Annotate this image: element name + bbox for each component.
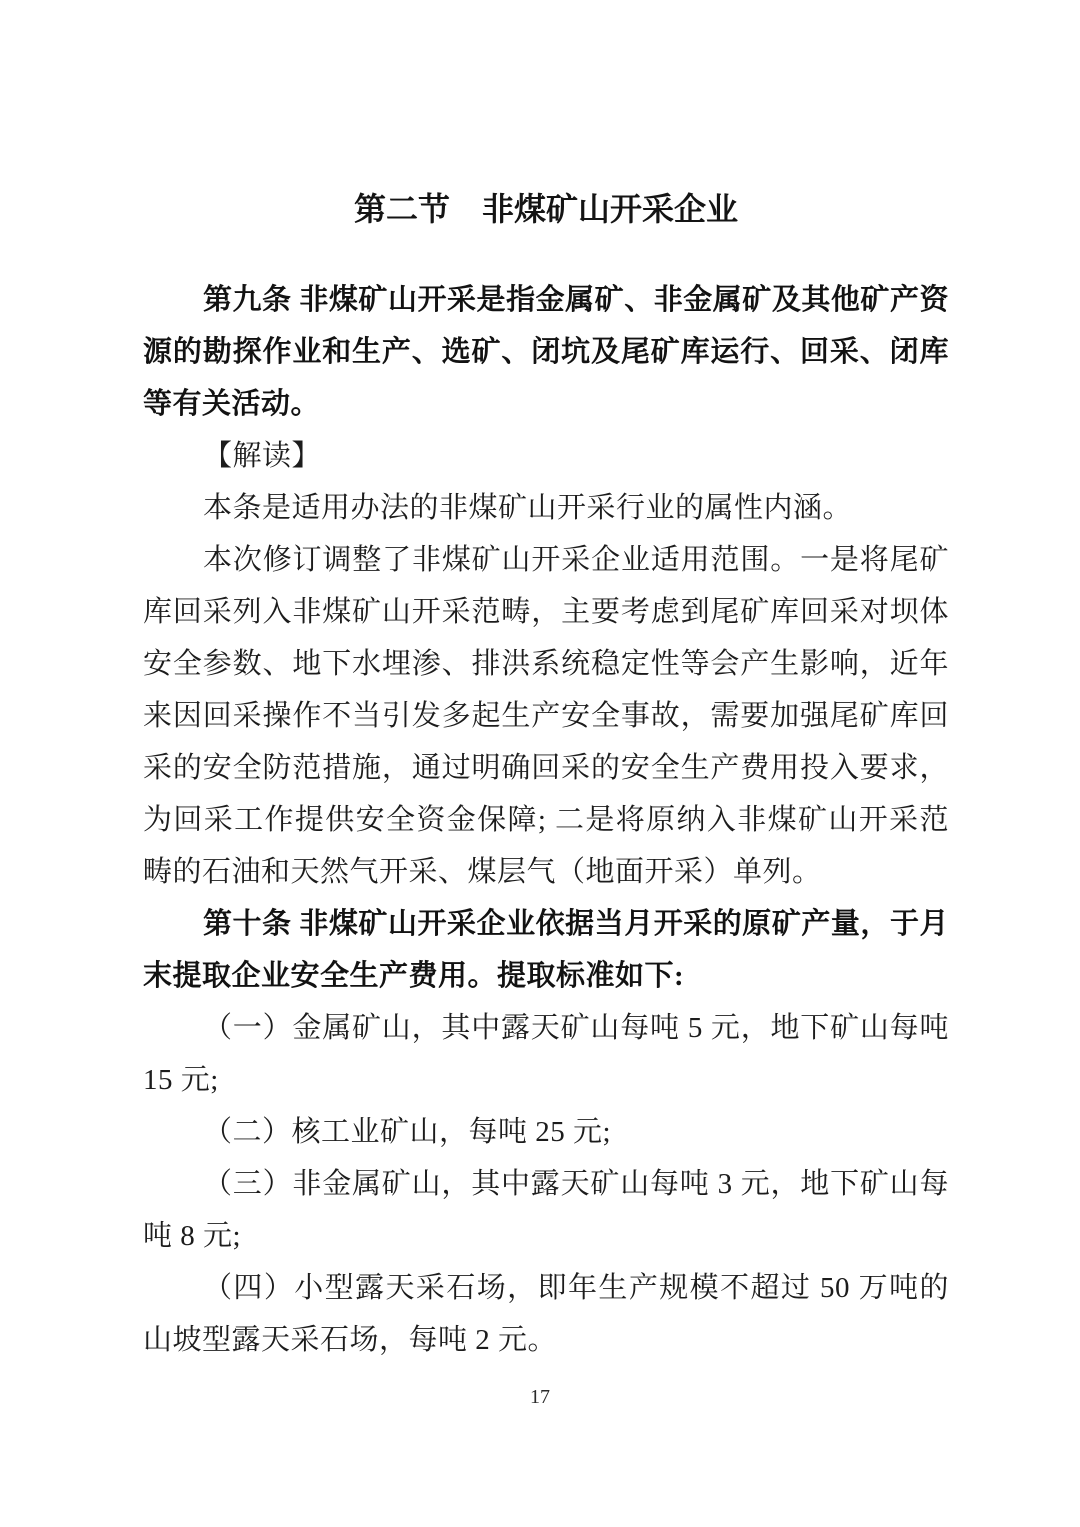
jiedu-paragraph-1: 本条是适用办法的非煤矿山开采行业的属性内涵。	[203, 492, 853, 524]
item-paragraph-4: （四）小型露天采石场，即年生产规模不超过 50 万吨的山坡型露天采石场，每吨 2 元。	[143, 1272, 949, 1356]
page-number: 17	[530, 1386, 550, 1408]
jiedu-label: 【解读】	[203, 440, 322, 472]
section-title: 第二节 非煤矿山开采企业	[353, 191, 738, 227]
article-9-paragraph: 第九条 非煤矿山开采是指金属矿、非金属矿及其他矿产资源的勘探作业和生产、选矿、闭坑及尾矿库运行、回采、闭库等有关活动。	[143, 284, 949, 420]
jiedu-paragraph-2: 本次修订调整了非煤矿山开采企业适用范围。一是将尾矿库回采列入非煤矿山开采范畴，主要考虑到尾矿库回采对坝体安全参数、地下水埋渗、排洪系统稳定性等会产生影响，近年来因回采操作不当引发多起生产安全事故，需要加强尾矿库回采的安全防范措施，通过明确回采的安全生产费用投入要求，为回采工作提供安全资金保障; 二是将原纳入非煤矿山开采范畴的石油和天然气开采、煤层气（地面开采）单列。	[143, 544, 949, 888]
item-paragraph-3: （三）非金属矿山，其中露天矿山每吨 3 元，地下矿山每吨 8 元;	[143, 1168, 949, 1252]
article-10-paragraph: 第十条 非煤矿山开采企业依据当月开采的原矿产量，于月末提取企业安全生产费用。提取标准如下:	[143, 908, 949, 992]
text-block	[143, 186, 949, 1366]
item-paragraph-1: （一）金属矿山，其中露天矿山每吨 5 元，地下矿山每吨 15 元;	[143, 1012, 949, 1096]
item-paragraph-2: （二）核工业矿山，每吨 25 元;	[203, 1116, 612, 1148]
